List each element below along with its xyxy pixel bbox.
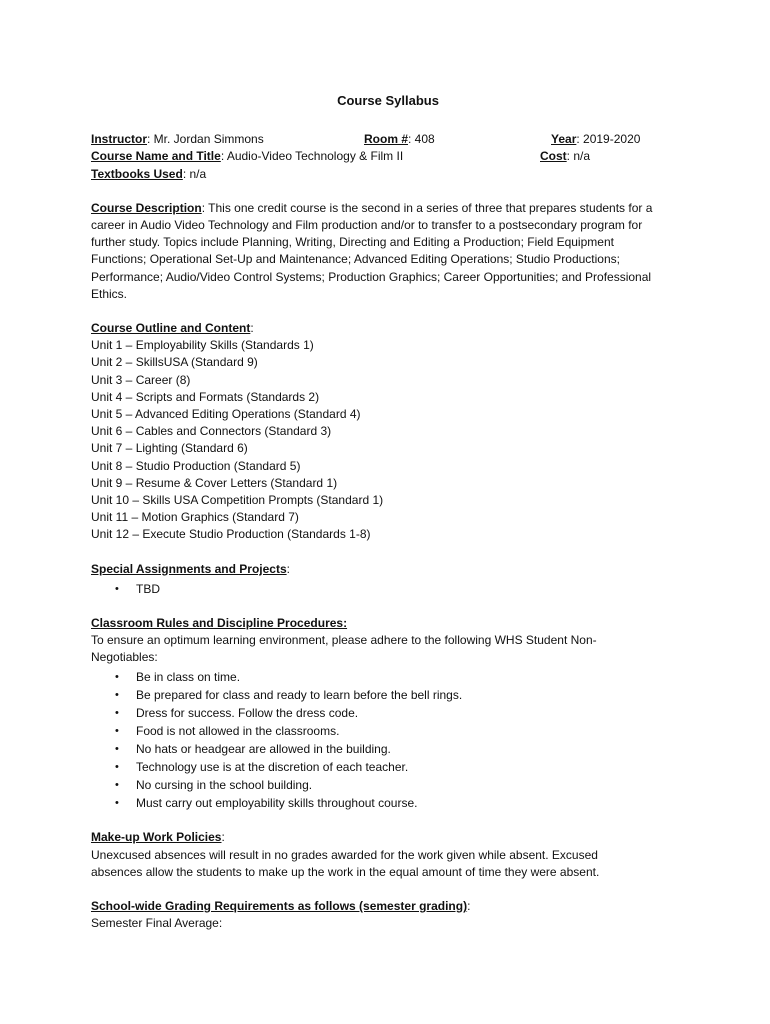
special-list xyxy=(91,580,685,598)
rule-text: No hats or headgear are allowed in the building. xyxy=(136,742,391,757)
makeup-heading xyxy=(91,829,685,846)
list-item xyxy=(91,794,685,812)
unit-item: Unit 12 – Execute Studio Production (Standards 1-8) xyxy=(91,527,371,542)
bullet-icon: • xyxy=(115,761,119,774)
rules-intro-line: Negotiables: xyxy=(91,650,158,665)
instructor-value: : Mr. Jordan Simmons xyxy=(147,132,264,147)
unit-item: Unit 7 – Lighting (Standard 6) xyxy=(91,441,248,456)
outline-heading xyxy=(91,320,685,337)
unit-item: Unit 4 – Scripts and Formats (Standards 2) xyxy=(91,389,320,404)
unit-item: Unit 2 – SkillsUSA (Standard 9) xyxy=(91,355,258,370)
year-field xyxy=(551,131,640,148)
list-item xyxy=(91,722,685,740)
description-line: Performance; Audio/Video Control Systems; Production Graphics; Career Opportunities; and Professional xyxy=(91,269,652,284)
textbooks-value: : n/a xyxy=(182,166,207,181)
room-label: Room # xyxy=(364,132,409,147)
unit-item: Unit 3 – Career (8) xyxy=(91,372,191,387)
list-item xyxy=(91,686,685,704)
instructor-field xyxy=(91,131,264,148)
room-field xyxy=(364,131,435,148)
description-line xyxy=(91,200,685,217)
unit-item: Unit 10 – Skills USA Competition Prompts (Standard 1) xyxy=(91,493,384,508)
instructor-label: Instructor xyxy=(91,132,148,147)
outline-colon: : xyxy=(250,320,254,335)
textbooks-label: Textbooks Used xyxy=(91,166,183,181)
page-title: Course Syllabus xyxy=(337,93,439,108)
bullet-icon: • xyxy=(115,779,119,792)
year-label: Year xyxy=(551,132,577,147)
course-name-value: : Audio-Video Technology & Film II xyxy=(220,149,404,164)
list-item xyxy=(91,758,685,776)
textbooks-field xyxy=(91,166,206,183)
course-description-section xyxy=(91,200,685,303)
rule-text: Food is not allowed in the classrooms. xyxy=(136,724,340,739)
grading-line: Semester Final Average: xyxy=(91,916,223,931)
unit-item: Unit 11 – Motion Graphics (Standard 7) xyxy=(91,510,299,525)
special-colon: : xyxy=(286,561,290,576)
grading-heading xyxy=(91,898,685,915)
makeup-line: Unexcused absences will result in no grades awarded for the work given while absent. Excused xyxy=(91,847,598,862)
unit-item: Unit 9 – Resume & Cover Letters (Standard 1) xyxy=(91,475,338,490)
bullet-icon: • xyxy=(115,671,119,684)
rule-text: No cursing in the school building. xyxy=(136,778,313,793)
bullet-icon: • xyxy=(115,797,119,810)
rule-text: Be prepared for class and ready to learn before the bell rings. xyxy=(136,688,463,703)
makeup-colon: : xyxy=(221,830,225,845)
cost-label: Cost xyxy=(540,149,567,164)
course-outline-section xyxy=(91,320,685,544)
unit-item: Unit 6 – Cables and Connectors (Standard 3) xyxy=(91,424,332,439)
classroom-rules-section xyxy=(91,615,685,813)
special-item-text: TBD xyxy=(136,581,160,596)
unit-item: Unit 5 – Advanced Editing Operations (Standard 4) xyxy=(91,407,361,421)
list-item xyxy=(91,668,685,686)
special-heading xyxy=(91,561,685,578)
rules-intro-line: To ensure an optimum learning environment, please adhere to the following WHS Student Non- xyxy=(91,633,597,648)
header-row-1 xyxy=(91,131,685,148)
list-item xyxy=(91,776,685,794)
unit-item: Unit 8 – Studio Production (Standard 5) xyxy=(91,458,301,473)
list-item xyxy=(91,740,685,758)
rules-list xyxy=(91,668,685,812)
rule-text: Must carry out employability skills throughout course. xyxy=(136,796,418,811)
unit-item: Unit 1 – Employability Skills (Standards 1) xyxy=(91,338,314,353)
outline-label: Course Outline and Content xyxy=(91,320,251,335)
cost-value: : n/a xyxy=(566,149,591,164)
special-assignments-section xyxy=(91,561,685,598)
makeup-line: absences allow the students to make up the work in the equal amount of time they were absent. xyxy=(91,864,600,879)
room-value: : 408 xyxy=(408,132,435,147)
description-line: Ethics. xyxy=(91,286,128,301)
description-line: career in Audio Video Technology and Film production and/or to transfer to a postsecondary program for xyxy=(91,217,643,232)
special-label: Special Assignments and Projects xyxy=(91,561,287,576)
syllabus-page xyxy=(91,92,685,932)
rule-text: Dress for success. Follow the dress code. xyxy=(136,706,359,721)
grading-section xyxy=(91,898,685,932)
list-item xyxy=(91,704,685,722)
grading-label: School-wide Grading Requirements as follows (semester grading) xyxy=(91,899,468,914)
description-text: : This one credit course is the second in a series of three that prepares students for a xyxy=(201,200,653,215)
grading-colon: : xyxy=(467,899,471,914)
cost-field xyxy=(540,148,590,165)
year-value: : 2019-2020 xyxy=(576,132,641,147)
description-line: further study. Topics include Planning, Writing, Directing and Editing a Production; Field Equipment xyxy=(91,235,614,250)
list-item xyxy=(91,580,685,598)
rule-text: Technology use is at the discretion of each teacher. xyxy=(136,760,409,775)
bullet-icon: • xyxy=(115,743,119,756)
makeup-work-section xyxy=(91,829,685,881)
description-label: Course Description xyxy=(91,200,202,215)
description-line: Functions; Operational Set-Up and Maintenance; Advanced Editing Operations; Studio Productions; xyxy=(91,252,620,267)
rules-label: Classroom Rules and Discipline Procedures: xyxy=(91,615,348,630)
bullet-icon: • xyxy=(115,725,119,738)
course-name-field xyxy=(91,148,403,165)
bullet-icon: • xyxy=(115,582,119,595)
bullet-icon: • xyxy=(115,689,119,702)
header-row-3 xyxy=(91,166,685,183)
header-row-2 xyxy=(91,148,685,165)
makeup-label: Make-up Work Policies xyxy=(91,830,222,845)
course-name-label: Course Name and Title xyxy=(91,149,221,164)
bullet-icon: • xyxy=(115,707,119,720)
rule-text: Be in class on time. xyxy=(136,670,241,685)
